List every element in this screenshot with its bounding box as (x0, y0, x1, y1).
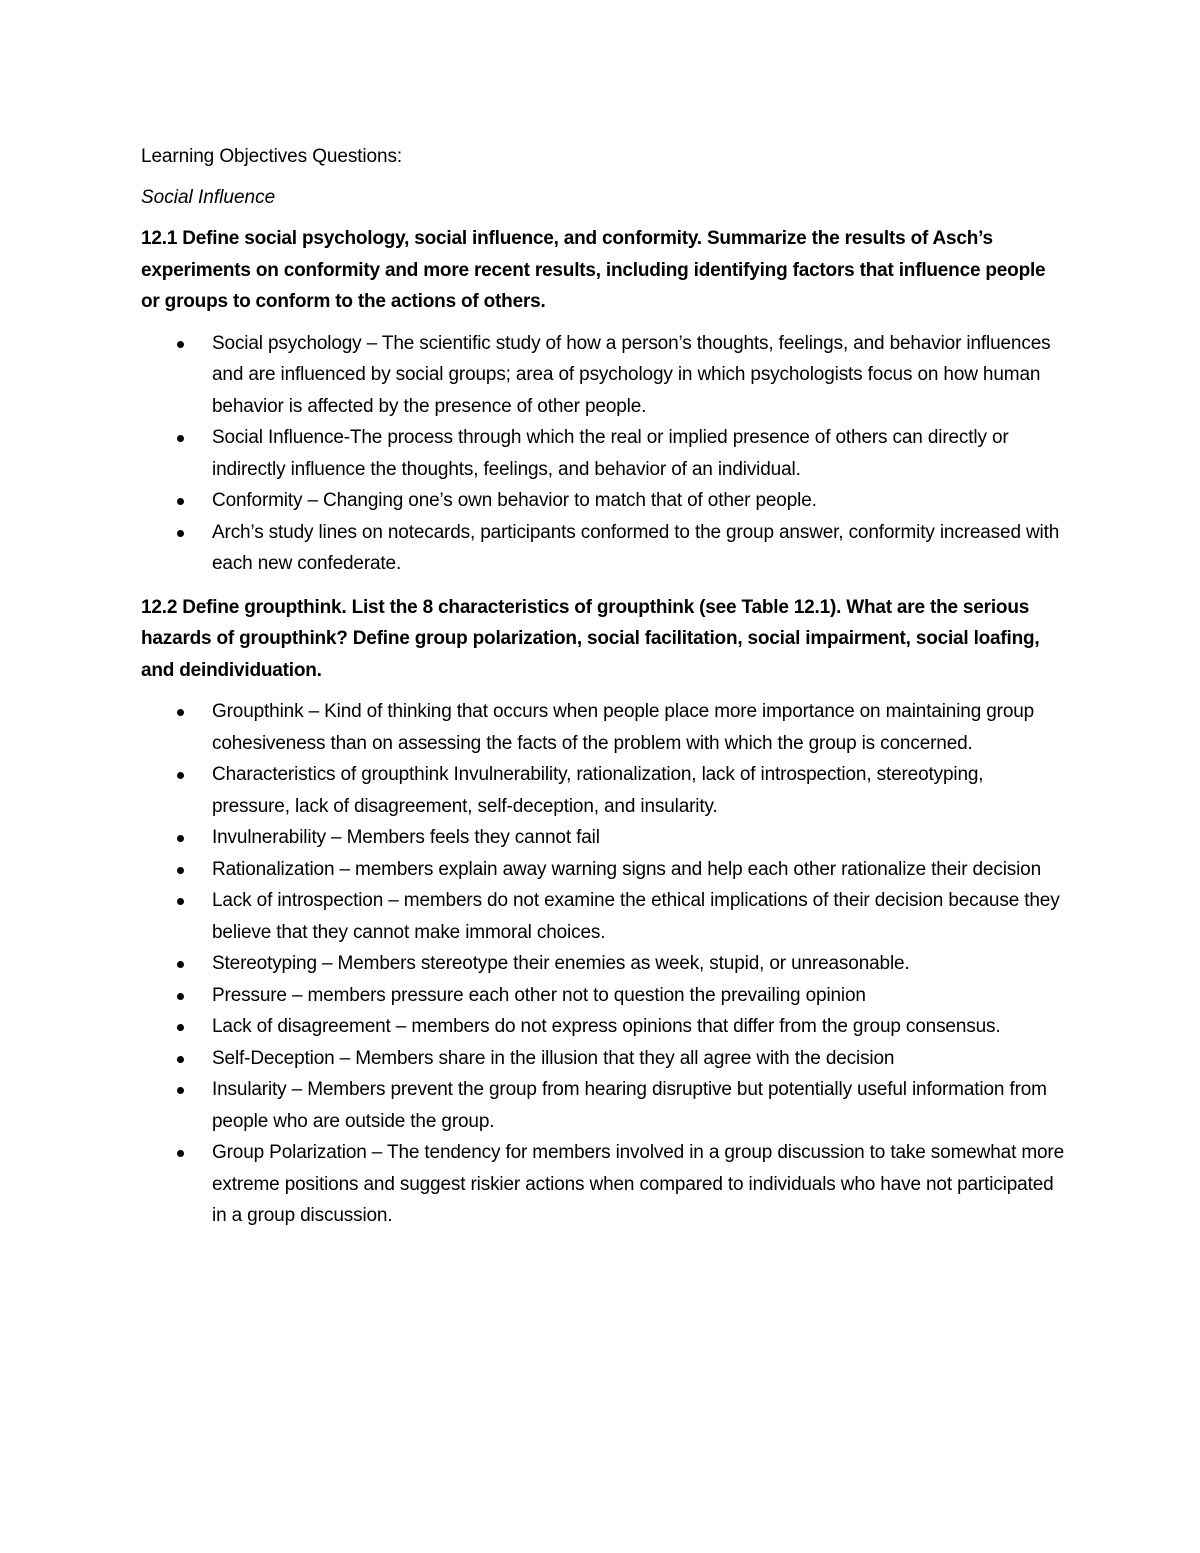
list-item-text: Rationalization – members explain away warning signs and help each other rationalize their decision (212, 858, 1042, 880)
list-item (141, 328, 1066, 423)
list-item-text: Pressure – members pressure each other not to question the prevailing opinion (212, 984, 866, 1006)
bullet-icon (177, 961, 184, 968)
list-item-text: Lack of disagreement – members do not express opinions that differ from the group consensus. (212, 1016, 1001, 1037)
list-item-text: Group Polarization – The tendency for members involved in a group discussion to take somewhat more extreme positions and suggest riskier actions when compared to individuals who have not participated in a group discussion. (212, 1142, 1065, 1226)
bullet-icon (177, 709, 184, 716)
bullet-icon (177, 1024, 184, 1031)
list-item-text: Social psychology – The scientific study of how a person’s thoughts, feelings, and behavior influences and are influenced by social groups; area of psychology in which psychologists focus on how human behavior is affected by the presence of other people. (212, 332, 1051, 417)
list-item-text: Invulnerability – Members feels they cannot fail (212, 827, 600, 848)
list-item-text: Characteristics of groupthink Invulnerability, rationalization, lack of introspection, stereotyping, pressure, lack of disagreement, self-deception, and insularity. (212, 764, 984, 817)
bullet-icon (177, 498, 184, 505)
list-item (141, 696, 1066, 759)
bullet-icon (177, 530, 184, 537)
bullet-icon (177, 435, 184, 442)
bullet-icon (177, 993, 184, 1000)
list-item-text: Self-Deception – Members share in the illusion that they all agree with the decision (212, 1047, 895, 1069)
list-item-text: Stereotyping – Members stereotype their enemies as week, stupid, or unreasonable. (212, 953, 910, 974)
list-item (141, 1137, 1066, 1232)
bullet-icon (177, 835, 184, 842)
bullet-icon (177, 867, 184, 874)
list-item (141, 1074, 1066, 1137)
question-12-2-heading: 12.2 Define groupthink. List the 8 characteristics of groupthink (see Table 12.1). What are the serious hazards of groupthink? Define group polarization, social facilitation, social impairment, social loafing, and deindividuation. (141, 596, 1040, 681)
bullet-icon (177, 1150, 184, 1157)
document-title: Learning Objectives Questions: (141, 146, 403, 167)
section-heading: Social Influence (141, 187, 276, 208)
list-item (141, 885, 1066, 948)
list-item-text: Lack of introspection – members do not examine the ethical implications of their decision because they believe that they cannot make immoral choices. (212, 890, 1060, 943)
list-item (141, 948, 1066, 980)
list-item-text: Insularity – Members prevent the group from hearing disruptive but potentially useful information from people who are outside the group. (212, 1079, 1047, 1132)
bullet-icon (177, 772, 184, 779)
list-item (141, 1043, 1066, 1075)
list-item-text: Social Influence-The process through which the real or implied presence of others can directly or indirectly influence the thoughts, feelings, and behavior of an individual. (212, 427, 1009, 480)
bullet-icon (177, 898, 184, 905)
bullet-icon (177, 1056, 184, 1063)
list-item (141, 1011, 1066, 1043)
document-content (141, 141, 1066, 1244)
list-item (141, 517, 1066, 580)
question-12-2-answer-list (141, 696, 1066, 1232)
question-12-1-heading: 12.1 Define social psychology, social influence, and conformity. Summarize the results of Asch’s experiments on conformity and more recent results, including identifying factors that influence people or groups to conform to the actions of others. (141, 228, 1046, 312)
question-12-1-answer-list (141, 328, 1066, 580)
list-item (141, 422, 1066, 485)
list-item-text: Groupthink – Kind of thinking that occurs when people place more importance on maintaining group cohesiveness than on assessing the facts of the problem with which the group is concerned. (212, 701, 1035, 754)
list-item-text: Conformity – Changing one’s own behavior to match that of other people. (212, 490, 817, 511)
list-item (141, 854, 1066, 886)
bullet-icon (177, 341, 184, 348)
list-item (141, 485, 1066, 517)
list-item-text: Arch’s study lines on notecards, participants conformed to the group answer, conformity increased with each new confederate. (212, 521, 1060, 574)
list-item (141, 822, 1066, 854)
bullet-icon (177, 1087, 184, 1094)
list-item (141, 759, 1066, 822)
list-item (141, 980, 1066, 1012)
